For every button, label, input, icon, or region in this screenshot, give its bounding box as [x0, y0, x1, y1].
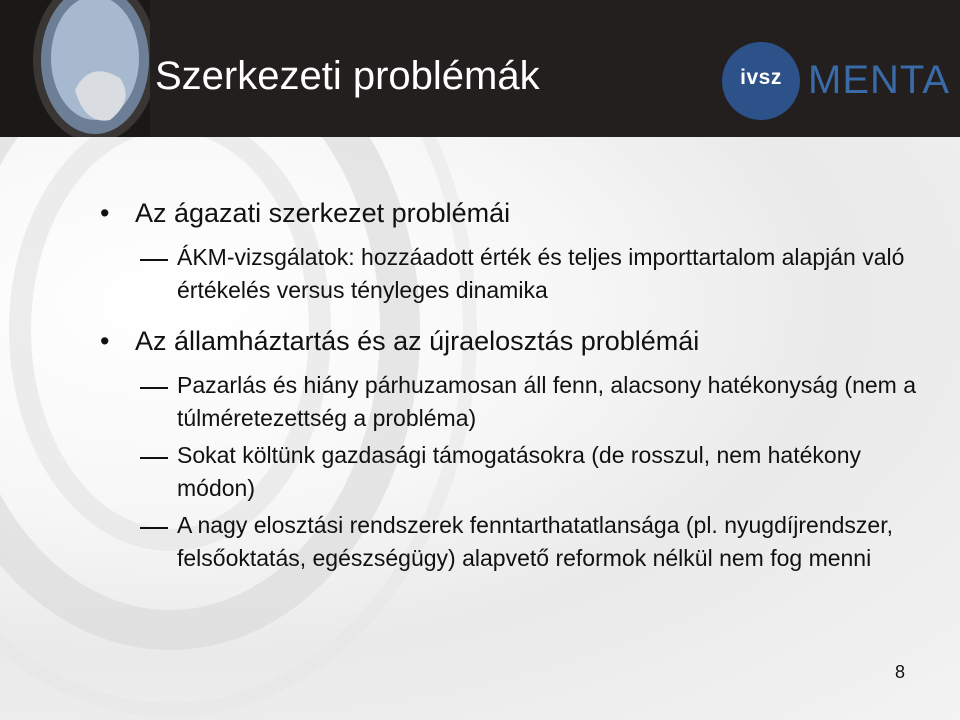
sub-bullet-item: [95, 509, 925, 575]
bullet-text: Az államháztartás és az újraelosztás problémái: [135, 326, 700, 356]
dash-icon: [140, 259, 168, 261]
bullet-item: [95, 325, 925, 357]
sub-bullet-item: [95, 369, 925, 435]
bullet-item: [95, 197, 925, 229]
sub-bullet-text: Pazarlás és hiány párhuzamosan áll fenn, alacsony hatékonyság (nem a túlméretezettség a probléma): [177, 372, 916, 431]
slide-content: [95, 197, 925, 579]
ivsz-badge: [722, 42, 800, 120]
dash-icon: [140, 387, 168, 389]
dash-icon: [140, 457, 168, 459]
sub-bullet-text: Sokat költünk gazdasági támogatásokra (de rosszul, nem hatékony módon): [177, 442, 861, 501]
dash-icon: [140, 527, 168, 529]
sub-bullet-item: [95, 241, 925, 307]
bullet-text: Az ágazati szerkezet problémái: [135, 198, 511, 228]
slide-title: Szerkezeti problémák: [155, 54, 540, 98]
bullet-dot-icon: •: [100, 326, 110, 356]
slide-header: [0, 0, 960, 137]
bullet-dot-icon: •: [100, 198, 110, 228]
header-photo: [0, 0, 150, 137]
ivsz-menta-logo: [722, 42, 952, 122]
sub-bullet-item: [95, 439, 925, 505]
menta-wordmark: MENTA: [808, 58, 951, 102]
sub-bullet-text: A nagy elosztási rendszerek fenntarthatatlansága (pl. nyugdíjrendszer, felsőoktatás, egészségügy) alapvető reformok nélkül nem fog menni: [177, 512, 893, 571]
sub-bullet-text: ÁKM-vizsgálatok: hozzáadott érték és teljes importtartalom alapján való értékelés versus tényleges dinamika: [177, 244, 905, 303]
ivsz-badge-text: ivsz: [740, 66, 782, 89]
page-number: 8: [894, 662, 905, 682]
